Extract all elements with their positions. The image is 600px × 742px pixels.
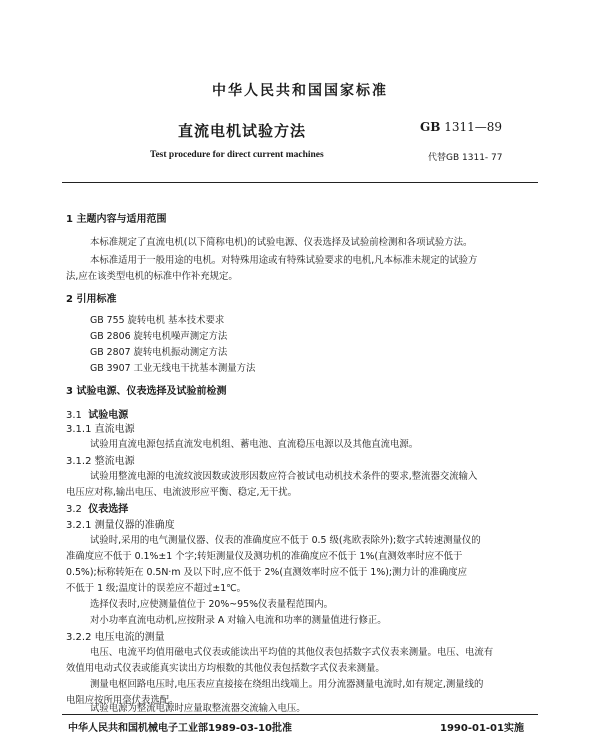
standard-number xyxy=(420,120,502,134)
section-3-1-2-title: 3.1.2 整流电源 xyxy=(66,456,135,467)
replaces-note: 代替GB 1311- 77 xyxy=(428,153,503,163)
section-3-1-number: 3.1 xyxy=(66,410,82,421)
org-title: 中华人民共和国国家标准 xyxy=(212,83,388,99)
reference-item: GB 3907 工业无线电干扰基本测量方法 xyxy=(90,363,256,374)
section-3-1-2-paragraph-2: 电压应对称,输出电压、电流波形应平衡、稳定,无干扰。 xyxy=(66,487,297,498)
section-1-title: 1 主题内容与适用范围 xyxy=(66,214,167,225)
section-3-1-2-paragraph-1: 试验用整流电源的电流纹波因数或波形因数应符合被试电动机技术条件的要求,整流器交流输入 xyxy=(90,471,478,482)
section-3-2-1-paragraph-5: 选择仪表时,应使测量值位于 20%~95%仪表量程范围内。 xyxy=(90,599,333,610)
bottom-rule xyxy=(62,714,538,715)
section-3-2-2-paragraph-5: 试验电源为整流电源时应量取整流器交流输入电压。 xyxy=(90,703,306,714)
top-rule xyxy=(62,182,538,183)
section-3-1-heading xyxy=(66,406,128,421)
section-3-1-1-title: 3.1.1 直流电源 xyxy=(66,424,135,435)
section-1-paragraph-2a: 本标准适用于一般用途的电机。对特殊用途或有特殊试验要求的电机,凡本标准未规定的试验方 xyxy=(90,255,478,266)
section-3-1-title: 试验电源 xyxy=(88,410,129,421)
section-1-paragraph-1: 本标准规定了直流电机(以下简称电机)的试验电源、仪表选择及试验前检测和各项试验方法。 xyxy=(90,237,473,248)
section-2-title: 2 引用标准 xyxy=(66,294,117,305)
section-3-2-1-paragraph-6: 对小功率直流电动机,应按附录 A 对输入电流和功率的测量值进行修正。 xyxy=(90,615,387,626)
section-3-2-1-paragraph-2: 准确度应不低于 0.1%±1 个字;转矩测量仪及测功机的准确度应不低于 1%(直测效率时应不低于 xyxy=(66,551,463,562)
section-3-2-1-title: 3.2.1 测量仪器的准确度 xyxy=(66,520,175,531)
section-3-1-1-paragraph: 试验用直流电源包括直流发电机组、蓄电池、直流稳压电源以及其他直流电源。 xyxy=(90,439,419,450)
english-title: Test procedure for direct current machines xyxy=(150,150,324,160)
reference-item: GB 2806 旋转电机噪声测定方法 xyxy=(90,331,228,342)
approval-line: 中华人民共和国机械电子工业部1989-03-10批准 xyxy=(68,723,292,734)
document-title: 直流电机试验方法 xyxy=(178,122,307,140)
section-3-2-2-paragraph-2: 效值用电动式仪表或能真实读出方均根数的其他仪表包括数字式仪表来测量。 xyxy=(66,663,385,674)
section-3-2-2-paragraph-4: 电阻应按所用毫伏表选配。 xyxy=(66,695,179,706)
implementation-date: 1990-01-01实施 xyxy=(440,723,524,734)
section-3-2-heading xyxy=(66,500,128,515)
section-3-2-number: 3.2 xyxy=(66,504,82,515)
section-3-2-2-title: 3.2.2 电压电流的测量 xyxy=(66,632,165,643)
section-1-paragraph-2b: 法,应在该类型电机的标准中作补充规定。 xyxy=(66,271,238,282)
section-3-2-1-paragraph-3: 0.5%);标称转矩在 0.5N·m 及以下时,应不低于 2%(直测效率时应不低于 1%);测力计的准确度应 xyxy=(66,567,468,578)
section-3-2-1-paragraph-4: 不低于 1 级;温度计的误差应不超过±1℃。 xyxy=(66,583,247,594)
section-3-2-2-paragraph-3: 测量电枢回路电压时,电压表应直接接在绕组出线端上。用分流器测量电流时,如有规定,测量线的 xyxy=(90,679,484,690)
reference-item: GB 2807 旋转电机振动测定方法 xyxy=(90,347,228,358)
section-3-2-1-paragraph-1: 试验时,采用的电气测量仪器、仪表的准确度应不低于 0.5 级(兆欧表除外);数字式转速测量仪的 xyxy=(90,535,481,546)
section-3-2-title: 仪表选择 xyxy=(88,504,129,515)
section-3-title: 3 试验电源、仪表选择及试验前检测 xyxy=(66,386,227,397)
section-3-2-2-paragraph-1: 电压、电流平均值用磁电式仪表或能读出平均值的其他仪表包括数字式仪表来测量。电压、电流有 xyxy=(90,647,494,658)
gb-number: 1311—89 xyxy=(444,120,503,134)
reference-item: GB 755 旋转电机 基本技术要求 xyxy=(90,315,225,326)
gb-prefix: GB xyxy=(420,120,441,134)
